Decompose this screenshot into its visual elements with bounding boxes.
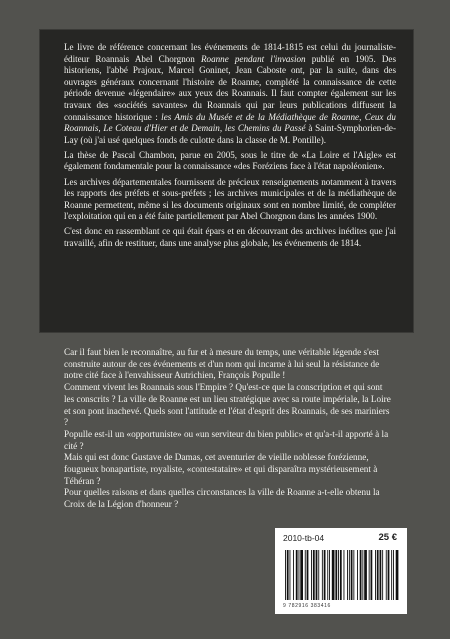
summary-paragraph-4: C'est donc en rassemblant ce qui était épars et en découvrant des archives inédites que j'ai travaillé, afin de restituer, dans une analyse plus globale, les événements de 1814. <box>64 226 396 248</box>
summary-text <box>64 42 396 253</box>
questions-text <box>64 347 393 511</box>
questions-paragraph-4: Mais qui est donc Gustave de Damas, cet aventurier de vieille noblesse forézienne, fougueux bonapartiste, royaliste, «contestataire» et qui disparaîtra mystérieusement à Téhéran ? <box>64 452 378 486</box>
questions-paragraph-3: Populle est-il un «opportuniste» ou «un serviteur du bien public» et qu'a-t-il apporté à la cité ? <box>64 428 389 451</box>
isbn-number: 9 782916 383416 <box>283 603 331 609</box>
barcode-icon <box>283 550 399 600</box>
summary-paragraph-1: Le livre de référence concernant les événements de 1814-1815 est celui du journaliste-éditeur Roannais Abel Chorgnon Roanne pendant l'invasion publié en 1905. Des historiens, l'abbé Prajoux, Marcel Goninet, Jean Caboste ont, par la suite, dans des ouvrages généraux concernant l'histoire de Roanne, complété la connaissance de cette période devenue «légendaire» aux yeux des Roannais. Il faut compter également sur les travaux des «sociétés savantes» du Roannais qui par leurs publications diffusent la connaissance historique : les Amis du Musée et de la Médiathèque de Roanne, Ceux du Roannais, Le Coteau d'Hier et de Demain, les Chemins du Passé à Saint-Symphorien-de-Lay (où j'ai usé quelques fonds de culotte dans la classe de M. Pontille). <box>64 42 396 145</box>
summary-panel <box>40 30 413 332</box>
price-label: 25 € <box>378 532 397 543</box>
questions-paragraph-2: Comment vivent les Roannais sous l'Empire ? Qu'est-ce que la conscription et qui sont les conscrits ? La ville de Roanne est un lieu stratégique avec sa route impériale, la Loire et son pont inachevé. Quels sont l'attitude et l'état d'esprit des Roannais, de ses mariniers ? <box>64 382 391 428</box>
societies-titles: les Amis du Musée et de la Médiathèque de Roanne, Ceux du Roannais, Le Coteau d'Hier et de Demain, les Chemins du Passé <box>64 111 396 134</box>
book-title-roanne: Roanne pendant l'invasion <box>200 53 306 64</box>
questions-paragraph-5: Pour quelles raisons et dans quelles circonstances la ville de Roanne a-t-elle obtenu la Croix de la Légion d'honneur ? <box>64 487 380 510</box>
summary-paragraph-3: Les archives départementales fournissent de précieux renseignements notamment à travers les rapports des préfets et sous-préfets ; les archives municipales et de la médiathèque de Roanne permettent, même si les documents originaux sont en nombre limité, de compléter l'exploitation qui en a été faite partiellement par Abel Chorgnon dans les années 1900. <box>64 176 396 222</box>
price-barcode-box <box>275 528 407 614</box>
reference-code: 2010-tb-04 <box>283 533 325 543</box>
questions-paragraph-1: Car il faut bien le reconnaître, au fur et à mesure du temps, une véritable légende s'est construite autour de ces événements et d'un nom qui incarne à lui seul la résistance de notre cité face à l'envahisseur Autrichien, François Populle ! <box>64 347 380 381</box>
summary-paragraph-2: La thèse de Pascal Chambon, parue en 2005, sous le titre de «La Loire et l'Aigle» est également fondamentale pour la connaissance «des Foréziens face à l'état napoléonien». <box>64 149 396 172</box>
